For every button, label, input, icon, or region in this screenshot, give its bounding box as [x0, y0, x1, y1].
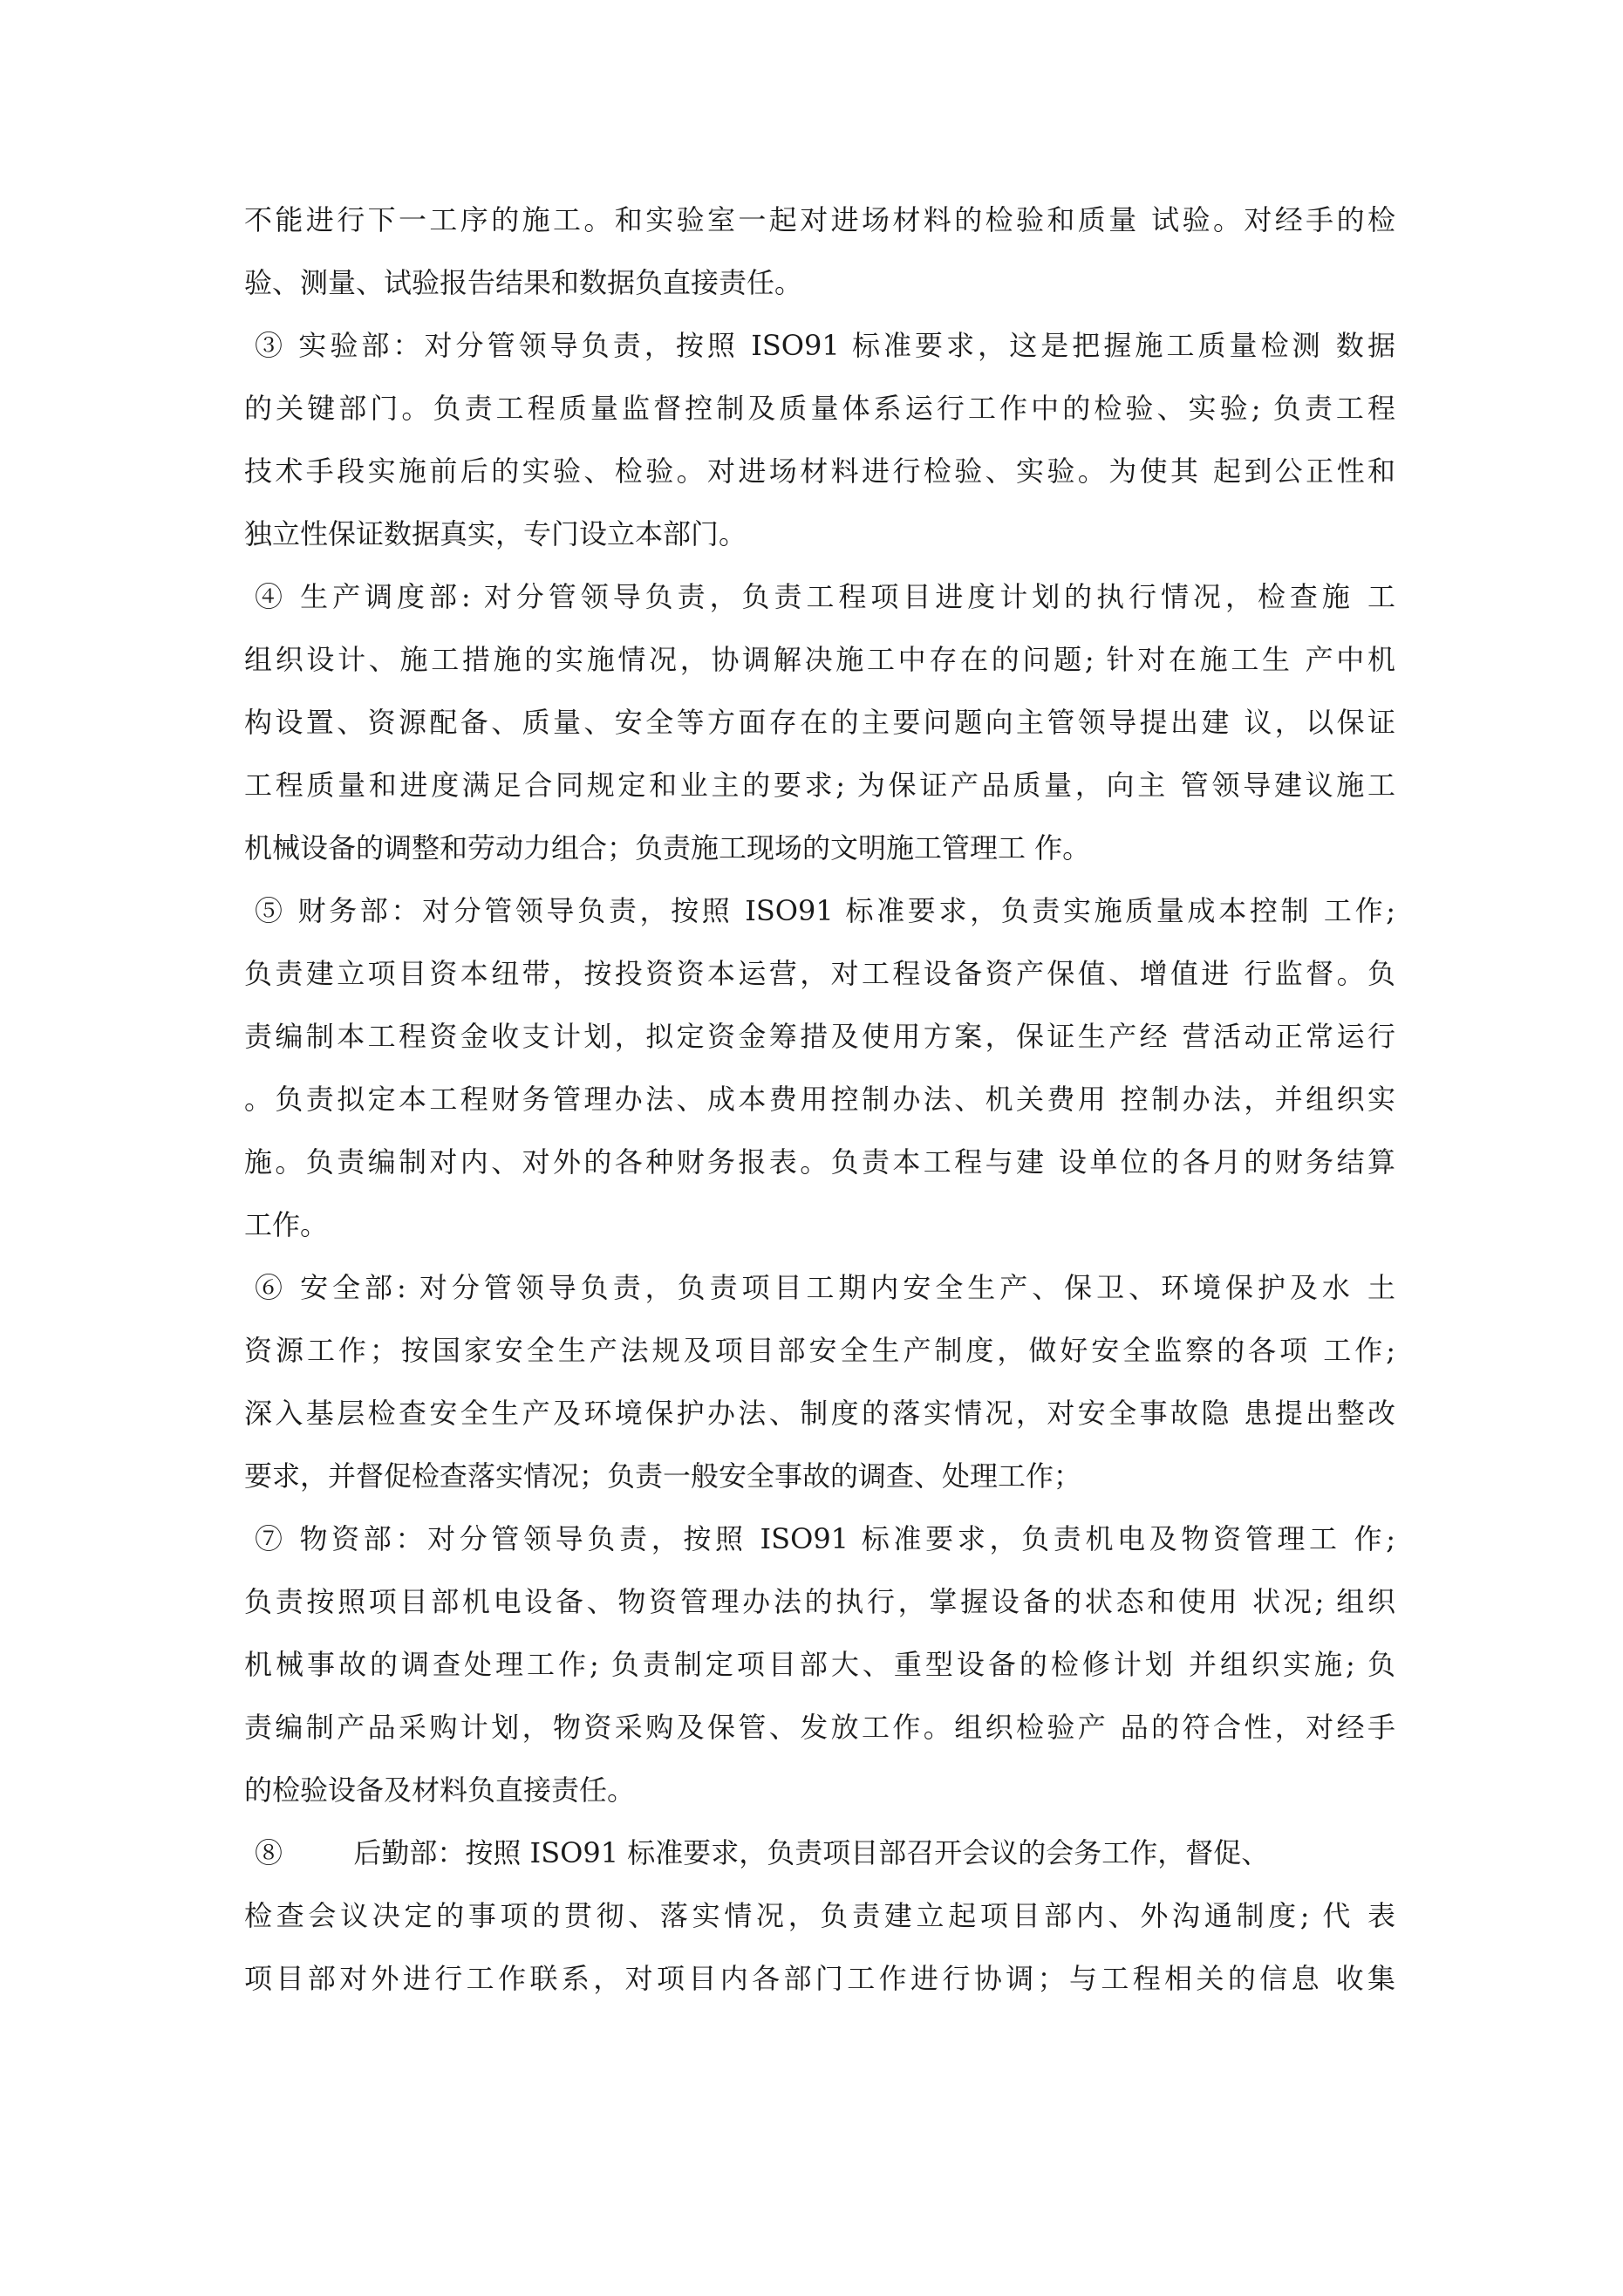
text-line: ⑤ 财务部：对分管领导负责，按照 ISO91 标准要求，负责实施质量成本控制 工作;: [255, 894, 1395, 927]
text-line: 要求，并督促检查落实情况；负责一般安全事故的调查、处理工作；: [244, 1459, 1082, 1493]
text-line: ⑦ 物资部：对分管领导负责，按照 ISO91 标准要求，负责机电及物资管理工 作;: [255, 1522, 1395, 1555]
text-line: 责编制产品采购计划，物资采购及保管、发放工作。组织检验产 品的符合性，对经手: [244, 1711, 1395, 1744]
text-line: 检查会议决定的事项的贯彻、落实情况，负责建立起项目部内、外沟通制度; 代 表: [244, 1899, 1395, 1932]
text-line: 构设置、资源配备、质量、安全等方面存在的主要问题向主管领导提出建 议，以保证: [244, 706, 1395, 739]
text-line: 深入基层检查安全生产及环境保护办法、制度的落实情况，对安全事故隐 患提出整改: [244, 1397, 1395, 1430]
text-line: 机械设备的调整和劳动力组合；负责施工现场的文明施工管理工 作。: [244, 831, 1091, 864]
text-line: ⑧ 后勤部：按照 ISO91 标准要求，负责项目部召开会议的会务工作，督促、: [255, 1836, 1270, 1869]
text-line: 工程质量和进度满足合同规定和业主的要求; 为保证产品质量，向主 管领导建议施工: [244, 769, 1395, 802]
text-line: ⑥ 安全部: 对分管领导负责，负责项目工期内安全生产、保卫、环境保护及水 土: [255, 1271, 1395, 1304]
text-line: 技术手段实施前后的实验、检验。对进场材料进行检验、实验。为使其 起到公正性和: [244, 454, 1395, 488]
text-line: 工作。: [244, 1208, 329, 1241]
text-line: 负责按照项目部机电设备、物资管理办法的执行，掌握设备的状态和使用 状况; 组织: [244, 1585, 1395, 1618]
text-line: ③ 实验部：对分管领导负责，按照 ISO91 标准要求，这是把握施工质量检测 数据: [255, 329, 1395, 362]
text-line: 的关键部门。负责工程质量监督控制及质量体系运行工作中的检验、实验; 负责工程: [244, 392, 1395, 425]
text-line: 。负责拟定本工程财务管理办法、成本费用控制办法、机关费用 控制办法，并组织实: [244, 1083, 1395, 1116]
text-line: 机械事故的调查处理工作; 负责制定项目部大、重型设备的检修计划 并组织实施; 负: [244, 1648, 1395, 1681]
text-line: 项目部对外进行工作联系，对项目内各部门工作进行协调；与工程相关的信息 收集: [244, 1962, 1395, 1995]
text-line: 的检验设备及材料负直接责任。: [244, 1773, 636, 1807]
text-line: 组织设计、施工措施的实施情况，协调解决施工中存在的问题; 针对在施工生 产中机: [244, 643, 1395, 676]
text-line: 责编制本工程资金收支计划，拟定资金筹措及使用方案，保证生产经 营活动正常运行: [244, 1020, 1395, 1053]
body-text: [244, 188, 1395, 2010]
text-line: 独立性保证数据真实，专门设立本部门。: [244, 517, 747, 550]
text-line: 施。负责编制对内、对外的各种财务报表。负责本工程与建 设单位的各月的财务结算: [244, 1145, 1395, 1179]
text-line: 负责建立项目资本纽带，按投资资本运营，对工程设备资产保值、增值进 行监督。负: [244, 957, 1395, 990]
text-line: 验、测量、试验报告结果和数据负直接责任。: [244, 266, 803, 299]
text-line: 不能进行下一工序的施工。和实验室一起对进场材料的检验和质量 试验。对经手的检: [244, 203, 1395, 236]
text-line: ④ 生产调度部: 对分管领导负责，负责工程项目进度计划的执行情况，检查施 工: [255, 580, 1395, 613]
text-line: 资源工作；按国家安全生产法规及项目部安全生产制度，做好安全监察的各项 工作;: [244, 1334, 1395, 1367]
